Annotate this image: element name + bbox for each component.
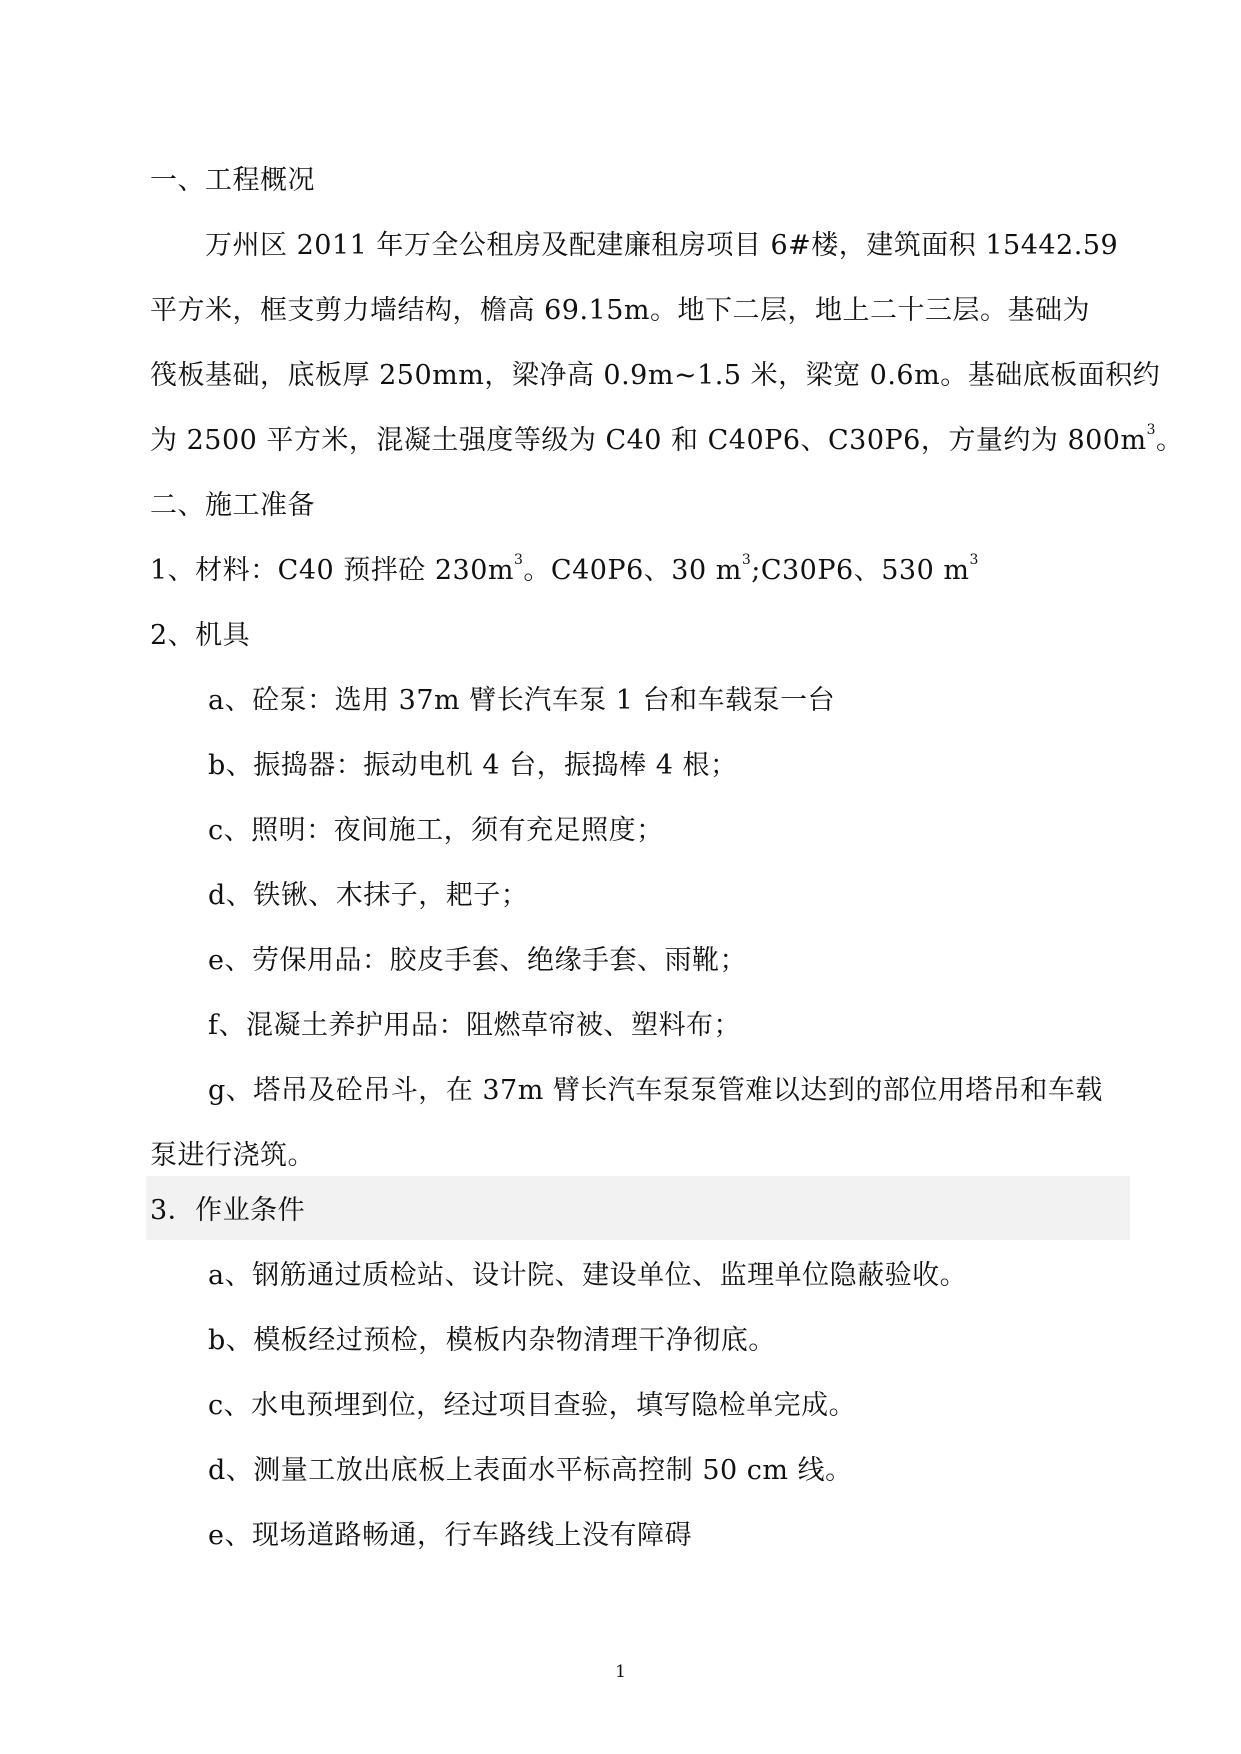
superscript: 3 <box>969 552 979 568</box>
text-run: 1、材料：C40 预拌砼 230m <box>150 555 514 586</box>
paragraph-line: 筏板基础，底板厚 250mm，梁净高 0.9m~1.5 米，梁宽 0.6m。基础底板面积约 <box>150 360 1161 391</box>
superscript: 3 <box>514 552 524 568</box>
paragraph-line <box>150 422 1184 459</box>
text-run: 为 2500 平方米，混凝土强度等级为 C40 和 C40P6、C30P6，方量约为 800m <box>150 425 1147 456</box>
paragraph-line: 平方米，框支剪力墙结构，檐高 69.15m。地下二层，地上二十三层。基础为 <box>150 295 1090 326</box>
list-item: b、模板经过预检，模板内杂物清理干净彻底。 <box>208 1325 776 1356</box>
section-3-title: 3．作业条件 <box>150 1195 306 1226</box>
text-run: 。C40P6、30 m <box>523 555 742 586</box>
list-item: a、砼泵：选用 37m 臂长汽车泵 1 台和车载泵一台 <box>208 685 836 716</box>
section-1-title: 一、工程概况 <box>150 165 315 196</box>
list-item-continuation: 泵进行浇筑。 <box>150 1140 315 1171</box>
list-item-equipment: 2、机具 <box>150 620 251 651</box>
superscript: 3 <box>1146 422 1157 438</box>
list-item-materials <box>150 553 1130 589</box>
section-2-title: 二、施工准备 <box>150 490 315 521</box>
superscript: 3 <box>741 552 752 568</box>
text-run: 。 <box>1156 425 1184 456</box>
list-item: a、钢筋通过质检站、设计院、建设单位、监理单位隐蔽验收。 <box>208 1260 968 1291</box>
list-item: d、测量工放出底板上表面水平标高控制 50 cm 线。 <box>208 1455 853 1486</box>
list-item: c、水电预埋到位，经过项目查验，填写隐检单完成。 <box>208 1390 857 1421</box>
list-item: e、劳保用品：胶皮手套、绝缘手套、雨靴； <box>208 945 747 976</box>
list-item: c、照明：夜间施工，须有充足照度； <box>208 815 664 846</box>
list-item: f、混凝土养护用品：阻燃草帘被、塑料布； <box>208 1010 741 1041</box>
list-item: d、铁锹、木抹子，耙子； <box>208 880 529 911</box>
list-item: b、振捣器：振动电机 4 台，振捣棒 4 根； <box>208 750 738 781</box>
paragraph-line: 万州区 2011 年万全公租房及配建廉租房项目 6#楼，建筑面积 15442.59 <box>205 230 1119 261</box>
text-run: ;C30P6、530 m <box>751 555 970 586</box>
list-item: e、现场道路畅通，行车路线上没有障碍 <box>208 1520 692 1551</box>
list-item: g、塔吊及砼吊斗，在 37m 臂长汽车泵泵管难以达到的部位用塔吊和车载 <box>208 1075 1103 1106</box>
page-number: 1 <box>615 1662 626 1682</box>
